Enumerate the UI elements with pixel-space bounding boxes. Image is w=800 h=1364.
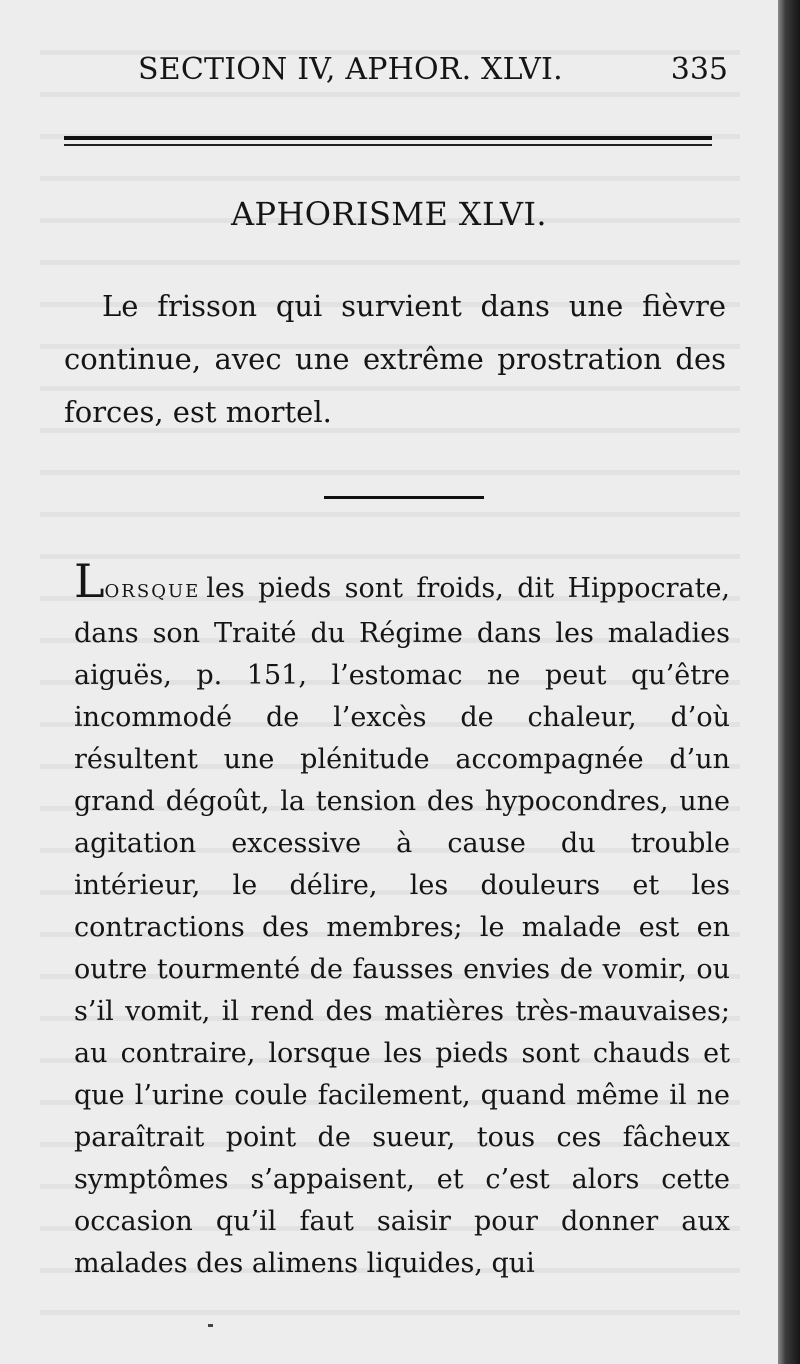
header-rule-thin xyxy=(64,144,712,146)
page-number: 335 xyxy=(670,52,728,87)
small-caps-word: ORSQUE xyxy=(104,581,201,602)
header-rule-thick xyxy=(64,136,712,140)
section-divider xyxy=(324,496,484,499)
running-header xyxy=(138,47,728,92)
stray-mark xyxy=(208,1324,213,1327)
scan-edge-shadow xyxy=(778,0,800,1364)
aphorism-title: APHORISME XLVI. xyxy=(231,195,547,233)
commentary-paragraph xyxy=(74,554,730,1285)
drop-cap: L xyxy=(74,554,105,608)
aphorism-text: Le frisson qui survient dans une fièvre continue, avec une extrême prostration des forces, est mortel. xyxy=(64,289,726,429)
commentary-text: les pieds sont froids, dit Hippocrate, dans son Traité du Régime dans les maladies aiguës, p. 151, l’estomac ne peut qu’être incommodé de l’excès de chaleur, d’où résultent une plénitude accompagnée d’un grand dégoût, la tension des hypocondres, une agitation excessive à cause du trouble intérieur, le délire, les douleurs et les contractions des membres; le malade est en outre tourmenté de fausses envies de vomir, ou s’il vomit, il rend des matières très-mauvaises; au contraire, lorsque les pieds sont chauds et que l’urine coule facilement, quand même il ne paraîtrait point de sueur, tous ces fâcheux symptômes s’appaisent, et c’est alors cette occasion qu’il faut saisir pour donner aux malades des alimens liquides, qui xyxy=(74,573,730,1279)
section-header: SECTION IV, APHOR. XLVI. xyxy=(138,52,563,87)
